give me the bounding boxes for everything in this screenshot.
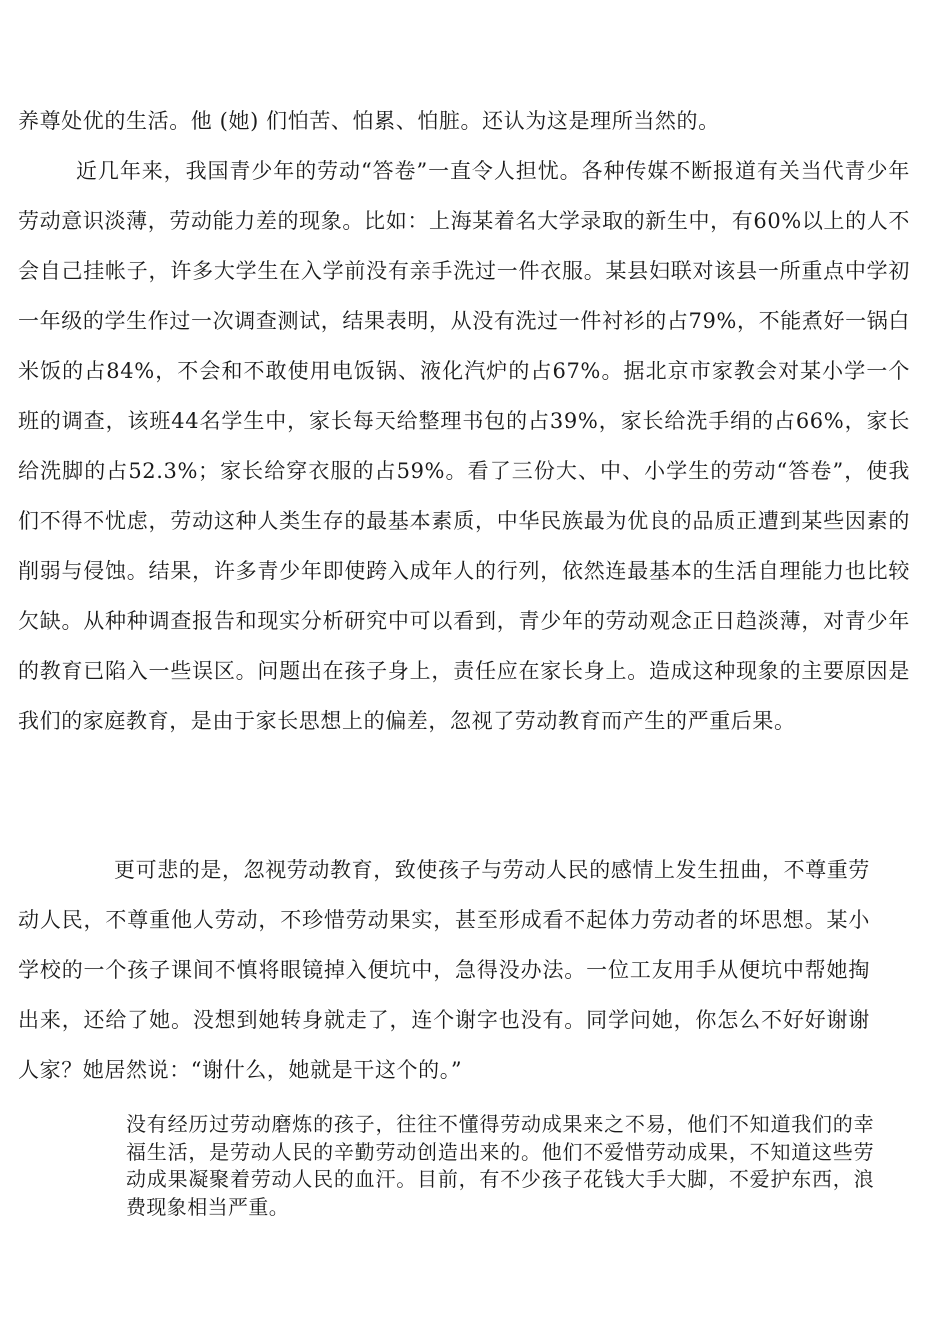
paragraph-waste-indented: 没有经历过劳动磨炼的孩子，往往不懂得劳动成果来之不易，他们不知道我们的幸福生活，是劳动人民的辛勤劳动创造出来的。他们不爱惜劳动成果，不知道这些劳动成果凝聚着劳动人民的血汗。目前，有不少孩子花钱大手大脚，不爱护东西，浪费现象相当严重。 — [126, 1112, 874, 1219]
paragraph-continuation: 养尊处优的生活。他 (她) 们怕苦、怕累、怕脏。还认为这是理所当然的。 — [18, 109, 720, 133]
paragraph-disrespect-example: 更可悲的是，忽视劳动教育，致使孩子与劳动人民的感情上发生扭曲，不尊重劳动人民，不尊重他人劳动，不珍惜劳动果实，甚至形成看不起体力劳动者的坏思想。某小学校的一个孩子课间不慎将眼镜掉入便坑中，急得没办法。一位工友用手从便坑中帮她掏出来，还给了她。没想到她转身就走了，连个谢字也没有。同学问她，你怎么不好好谢谢人家？她居然说：“谢什么，她就是干这个的。” — [18, 858, 870, 1082]
paragraph-survey-results: 近几年来，我国青少年的劳动“答卷”一直令人担忧。各种传媒不断报道有关当代青少年劳动意识淡薄，劳动能力差的现象。比如：上海某着名大学录取的新生中，有60%以上的人不会自己挂帐子，许多大学生在入学前没有亲手洗过一件衣服。某县妇联对该县一所重点中学初一年级的学生作过一次调查测试，结果表明，从没有洗过一件衬衫的占79%，不能煮好一锅白米饭的占84%，不会和不敢使用电饭锅、液化汽炉的占67%。据北京市家教会对某小学一个班的调查，该班44名学生中，家长每天给整理书包的占39%，家长给洗手绢的占66%，家长给洗脚的占52.3%；家长给穿衣服的占59%。看了三份大、中、小学生的劳动“答卷”，使我们不得不忧虑，劳动这种人类生存的最基本素质，中华民族最为优良的品质正遭到某些因素的削弱与侵蚀。结果，许多青少年即使跨入成年人的行列，依然连最基本的生活自理能力也比较欠缺。从种种调查报告和现实分析研究中可以看到，青少年的劳动观念正日趋淡薄，对青少年的教育已陷入一些误区。问题出在孩子身上，责任应在家长身上。造成这种现象的主要原因是我们的家庭教育，是由于家长思想上的偏差，忽视了劳动教育而产生的严重后果。 — [18, 159, 910, 733]
